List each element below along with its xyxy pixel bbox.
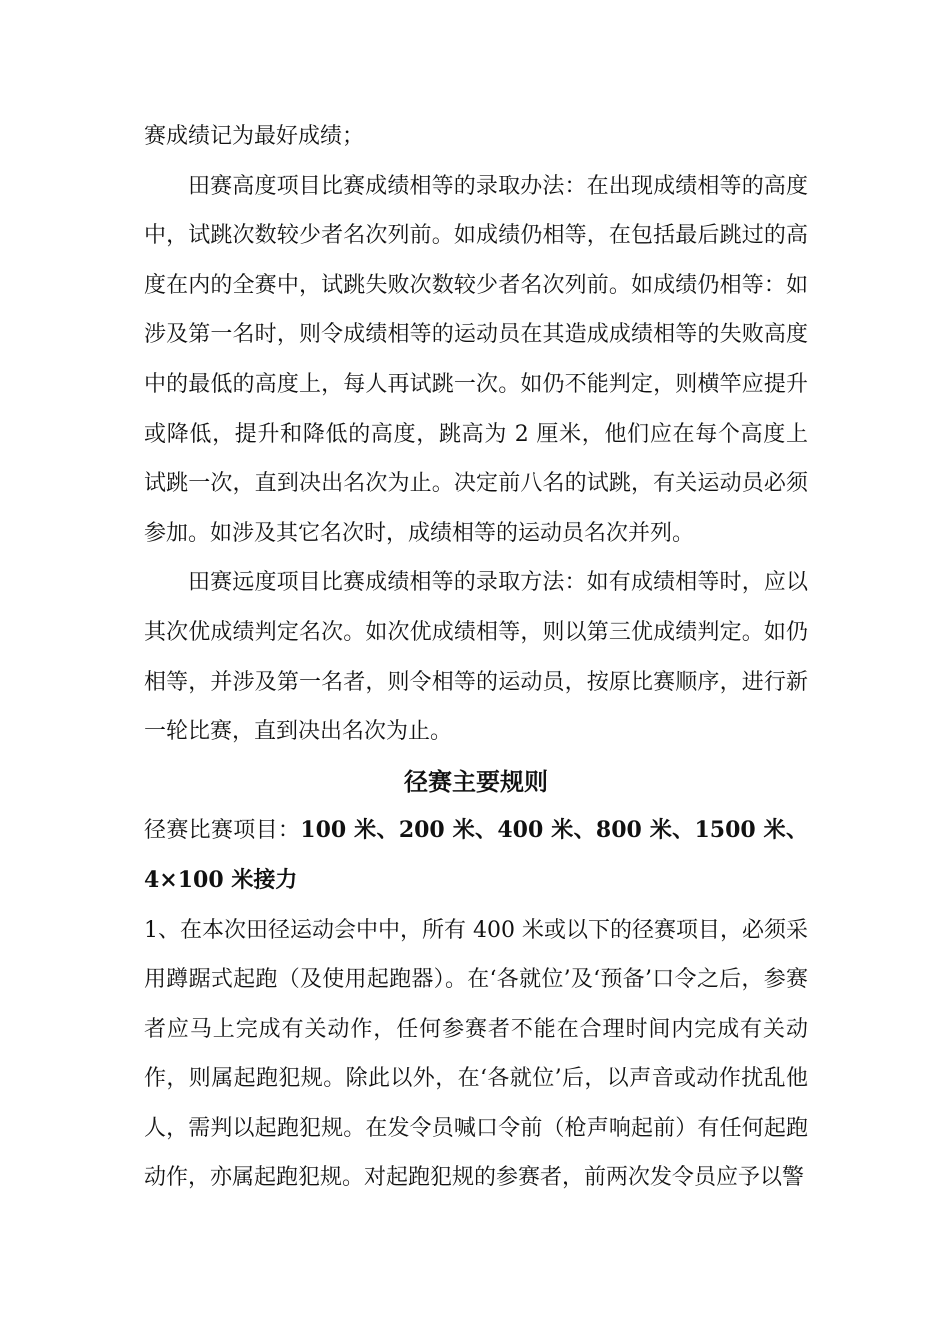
section-title: 径赛主要规则 <box>404 766 548 796</box>
events-list: 100 米、200 米、400 米、800 米、1500 米、4×100 米接力 <box>144 817 808 893</box>
document-body <box>144 112 808 1203</box>
paragraph-rule-1: 1、在本次田径运动会中中，所有 400 米或以下的径赛项目，必须采用蹲踞式起跑（及使用起跑器）。在‘各就位’及‘预备’口令之后，参赛者应马上完成有关动作，任何参赛者不能在合理时间内完成有关动作，则属起跑犯规。除此以外，在‘各就位’后，以声音或动作扰乱他人，需判以起跑犯规。在发令员喊口令前（枪声响起前）有任何起跑动作，亦属起跑犯规。对起跑犯规的参赛者，前两次发令员应予以警 <box>144 917 808 1191</box>
paragraph-high-jump-ties: 田赛高度项目比赛成绩相等的录取办法：在出现成绩相等的高度中，试跳次数较少者名次列前。如成绩仍相等，在包括最后跳过的高度在内的全赛中，试跳失败次数较少者名次列前。如成绩仍相等：如涉及第一名时，则令成绩相等的运动员在其造成成绩相等的失败高度中的最低的高度上，每人再试跳一次。如仍不能判定，则横竿应提升或降低，提升和降低的高度，跳高为 2 厘米，他们应在每个高度上试跳一次，直到决出名次为止。决定前八名的试跳，有关运动员必须参加。如涉及其它名次时，成绩相等的运动员名次并列。 <box>144 173 808 546</box>
events-label: 径赛比赛项目： <box>144 818 301 844</box>
paragraph-track-events <box>144 806 808 905</box>
paragraph-distance-ties: 田赛远度项目比赛成绩相等的录取方法：如有成绩相等时，应以其次优成绩判定名次。如次优成绩相等，则以第三优成绩判定。如仍相等，并涉及第一名者，则令相等的运动员，按原比赛顺序，进行新一轮比赛，直到决出名次为止。 <box>144 570 808 745</box>
paragraph-continuation: 赛成绩记为最好成绩； <box>144 124 365 149</box>
